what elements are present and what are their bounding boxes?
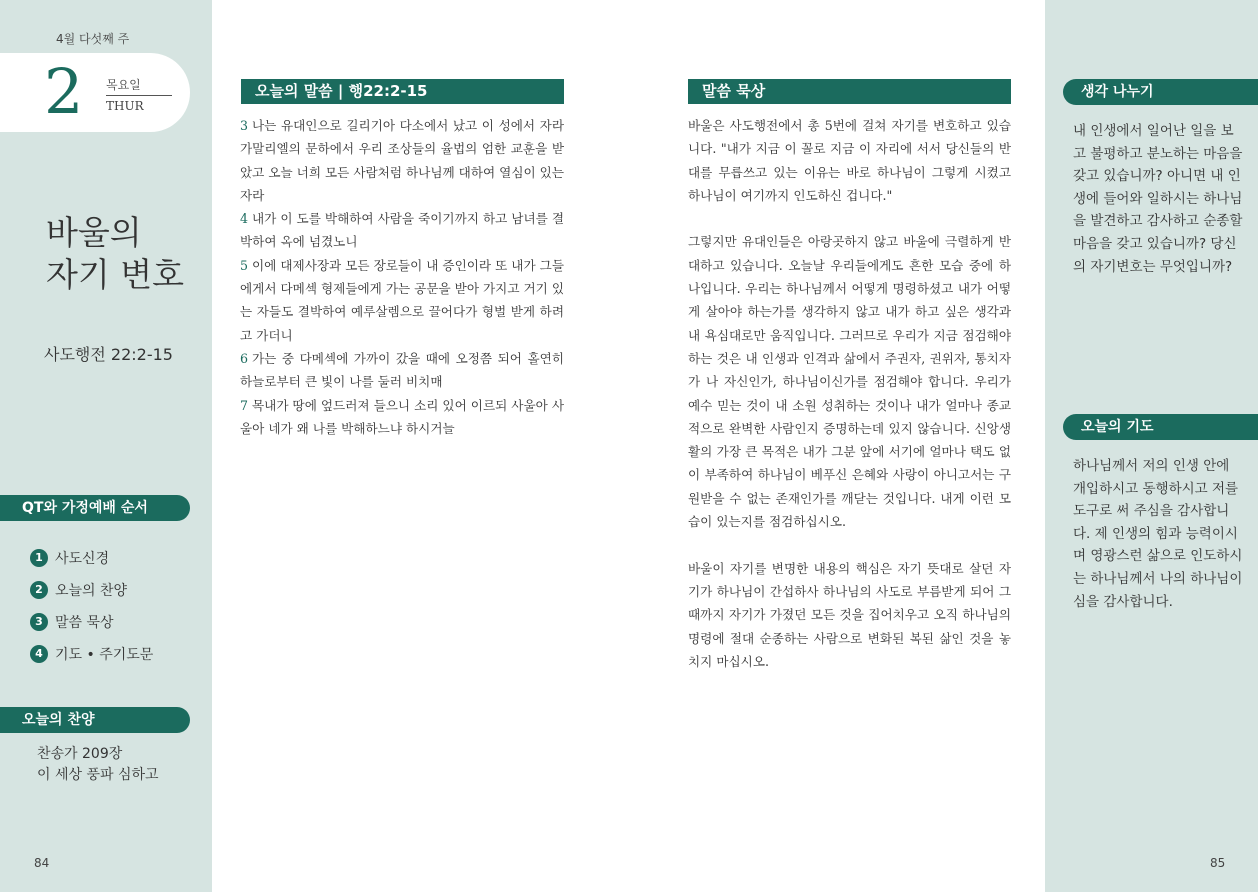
verse xyxy=(240,118,564,203)
verse-number: 3 xyxy=(240,118,249,133)
verse-number: 7 xyxy=(240,397,249,413)
list-item xyxy=(30,542,153,574)
list-item xyxy=(30,574,153,606)
page-number-right: 85 xyxy=(1210,856,1226,870)
meditation-heading: 말씀 묵상 xyxy=(688,79,1011,104)
meditation-paragraph: 그렇지만 유대인들은 아랑곳하지 않고 바울에 극렬하게 반대하고 있습니다. 오늘날 우리들에게도 흔한 모습 중에 하나입니다. 우리는 하나님께서 어떻게 명령하셨고 내가 어떻게 살아야 하는가를 생각하지 않고 내가 하고 싶은 생각과 내 욕심대로만 움직입니다. 그러므로 우리가 지금 점검해야 하는 것은 내 인생과 인격과 삶에서 주권자, 권위자, 통치자가 나 자신인가, 하나님이신가를 점검해야 합니다. 우리가 예수 믿는 것이 내 소원 성취하는 것이나 내가 얼마나 종교적으로 완벽한 사람인지 증명하는데 있지 않습니다. 신앙생활의 가장 큰 목적은 내가 그분 앞에 서기에 얼마나 택도 없이 부족하여 하나님이 베푸신 은혜와 사랑이 아니고서는 구원받을 수 없는 존재인가를 깨닫는 것입니다. 내게 이런 모습이 있는지를 점검하십시오. xyxy=(688,234,1011,530)
sharing-text: 내 인생에서 일어난 일을 보고 불평하고 분노하는 마음을 갖고 있습니까? 아니면 내 인생에 들어와 일하시는 하나님을 발견하고 감사하고 순종할 마음을 갖고 있습니까? 당신의 자기변호는 무엇입니까? xyxy=(1073,123,1243,275)
list-item xyxy=(30,638,153,670)
meditation-paragraph: 바울은 사도행전에서 총 5번에 걸쳐 자기를 변호하고 있습니다. "내가 지금 이 꼴로 지금 이 자리에 서서 당신들의 반대를 무릅쓰고 있는 이유는 바로 하나님이 그렇게 시켰고 하나님이 여기까지 인도하신 겁니다." xyxy=(688,118,1011,203)
order-item-label: 기도 • 주기도문 xyxy=(55,647,154,663)
order-item-label: 말씀 묵상 xyxy=(55,615,114,631)
verse-number: 5 xyxy=(240,257,249,273)
meditation-paragraph: 바울이 자기를 변명한 내용의 핵심은 자기 뜻대로 살던 자기가 하나님이 간섭하사 하나님의 사도로 부름받게 되어 그때까지 자기가 가졌던 모든 것을 집어치우고 오직 하나님의 명령에 절대 순종하는 사람으로 변화된 복된 삶인 것을 놓치지 마십시오. xyxy=(688,560,1011,669)
verse-text: 목내가 땅에 엎드러져 들으니 소리 있어 이르되 사울아 사울아 네가 왜 나를 박해하느냐 하시거늘 xyxy=(240,397,564,436)
verse xyxy=(240,211,564,249)
week-label: 4월 다섯째 주 xyxy=(56,32,130,46)
verse-text: 나는 유대인으로 길리기아 다소에서 났고 이 성에서 자라 가말리엘의 문하에서 우리 조상들의 율법의 엄한 교훈을 받았고 오늘 너희 모든 사람처럼 하나님께 대하여 열심이 있는 자라 xyxy=(240,118,564,203)
number-badge: 1 xyxy=(30,549,48,567)
verse xyxy=(240,398,564,436)
order-heading: QT와 가정예배 순서 xyxy=(0,495,190,521)
page-title: 바울의 자기 변호 xyxy=(46,213,185,294)
hymn-info xyxy=(37,744,159,786)
number-badge: 4 xyxy=(30,645,48,663)
scripture-heading: 오늘의 말씀 | 행22:2-15 xyxy=(241,79,564,104)
order-item-label: 사도신경 xyxy=(55,551,110,567)
verse-number: 4 xyxy=(240,211,249,227)
scripture-text xyxy=(240,114,564,440)
verse-number: 6 xyxy=(240,350,249,366)
hymn-number: 찬송가 209장 xyxy=(37,746,123,762)
day-of-week-korean: 목요일 xyxy=(106,78,141,92)
hymn-heading: 오늘의 찬양 xyxy=(0,707,190,733)
prayer-text: 하나님께서 저의 인생 안에 개입하시고 동행하시고 저를 도구로 써 주심을 감사합니다. 제 인생의 힘과 능력이시며 영광스런 삶으로 인도하시는 하나님께서 나의 하나님이심을 감사합니다. xyxy=(1073,458,1243,610)
date-badge xyxy=(0,53,190,132)
order-list xyxy=(30,542,153,670)
prayer-heading: 오늘의 기도 xyxy=(1063,414,1258,440)
scripture-reference: 사도행전 22:2-15 xyxy=(44,345,173,364)
day-divider xyxy=(106,95,172,96)
sharing-heading: 생각 나누기 xyxy=(1063,79,1258,105)
page-number-left: 84 xyxy=(34,856,50,870)
hymn-title: 이 세상 풍파 심하고 xyxy=(37,767,159,783)
meditation-text xyxy=(688,114,1011,696)
order-item-label: 오늘의 찬양 xyxy=(55,583,128,599)
verse-text: 내가 이 도를 박해하여 사람을 죽이기까지 하고 남녀를 결박하여 옥에 넘겼노니 xyxy=(240,211,564,250)
number-badge: 3 xyxy=(30,613,48,631)
verse-text: 이에 대제사장과 모든 장로들이 내 증인이라 또 내가 그들에게서 다메섹 형제들에게 가는 공문을 받아 가지고 거기 있는 자들도 결박하여 예루살렘으로 끌어다가 형벌 받게 하려고 가더니 xyxy=(240,257,564,343)
day-of-week-english: THUR xyxy=(106,99,144,113)
verse xyxy=(240,258,564,343)
number-badge: 2 xyxy=(30,581,48,599)
verse xyxy=(240,351,564,389)
list-item xyxy=(30,606,153,638)
verse-text: 가는 중 다메섹에 가까이 갔을 때에 오정쯤 되어 홀연히 하늘로부터 큰 빛이 나를 둘러 비치매 xyxy=(240,350,564,390)
day-number: 2 xyxy=(44,55,84,128)
